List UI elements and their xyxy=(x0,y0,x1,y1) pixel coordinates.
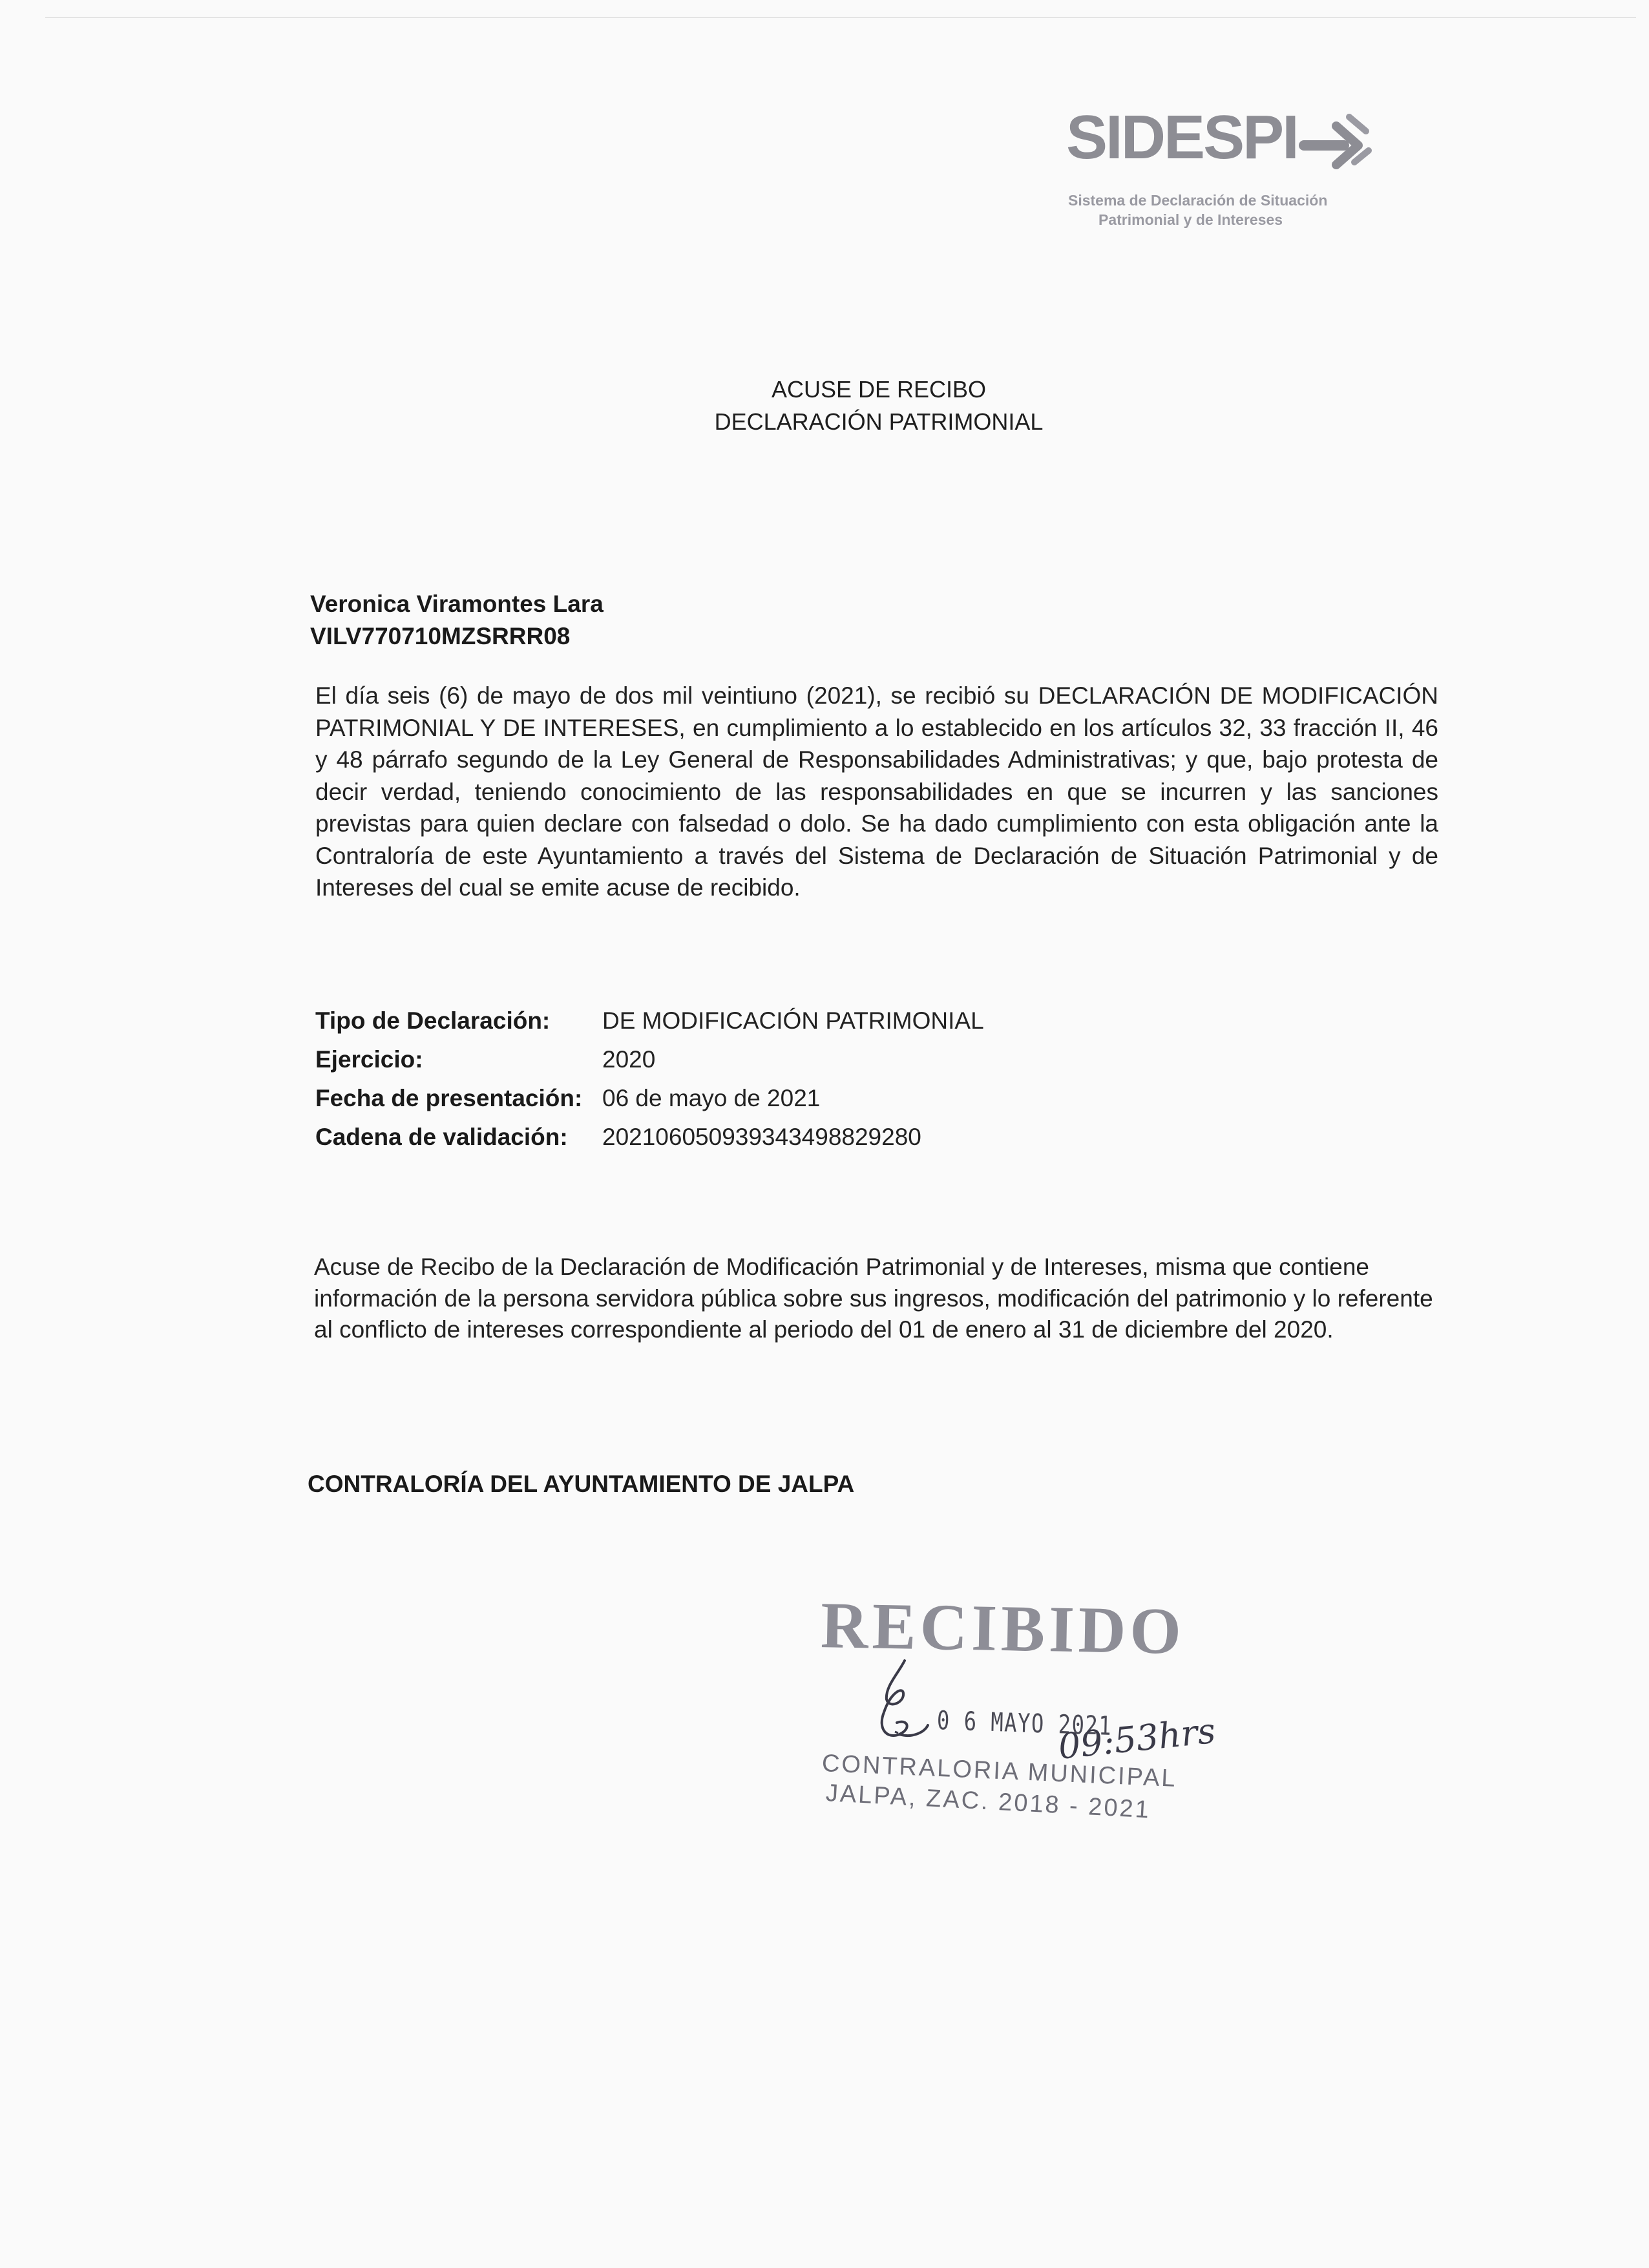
logo-tagline-1: Sistema de Declaración de Situación xyxy=(1068,192,1328,209)
closing-paragraph: Acuse de Recibo de la Declaración de Modificación Patrimonial y de Intereses, misma que contiene información de la persona servidora pública sobre sus ingresos, modificación del patrimonio y lo referente al conflicto de intereses correspondiente al periodo del 01 de enero al 31 de diciembre del 2020. xyxy=(314,1254,1433,1343)
detail-value: DE MODIFICACIÓN PATRIMONIAL xyxy=(602,1007,984,1034)
detail-value: 20210605093934349882928​0 xyxy=(602,1124,921,1150)
handwritten-time: 09:53hrs xyxy=(1056,1710,1217,1767)
declarant-rfc: VILV770710MZSRRR08 xyxy=(310,623,571,649)
detail-value: 06 de mayo de 2021 xyxy=(602,1085,821,1111)
stamp-received-word: RECIBIDO xyxy=(820,1589,1186,1668)
page-top-rule xyxy=(45,17,1636,18)
detail-row-fecha xyxy=(315,1079,984,1118)
detail-value: 2020 xyxy=(602,1046,656,1073)
detail-row-tipo xyxy=(315,1002,984,1040)
received-stamp xyxy=(814,1589,1266,1829)
declarant-block xyxy=(310,588,604,653)
detail-label: Tipo de Declaración: xyxy=(315,1007,551,1034)
detail-row-cadena xyxy=(315,1118,984,1157)
logo-wordmark: SIDESPI xyxy=(1066,103,1297,172)
sidespi-logo xyxy=(1066,103,1389,242)
title-line-2: DECLARACIÓN PATRIMONIAL xyxy=(714,408,1044,435)
issuing-office: CONTRALORÍA DEL AYUNTAMIENTO DE JALPA xyxy=(308,1471,855,1497)
stamp-city-line: JALPA, ZAC. 2018 - 2021 xyxy=(824,1780,1151,1824)
declaration-details xyxy=(315,1002,984,1157)
stamp-office-line: CONTRALORIA MUNICIPAL xyxy=(821,1750,1178,1792)
logo-tagline-2: Patrimonial y de Intereses xyxy=(1098,211,1283,228)
declarant-name: Veronica Viramontes Lara xyxy=(310,591,604,617)
stamp-date: 0 6 MAYO 2021 xyxy=(936,1706,1113,1741)
handwritten-signature-and-time xyxy=(814,1596,1266,1829)
receipt-paragraph: El día seis (6) de mayo de dos mil veintiuno (2021), se recibió su DECLARACIÓN DE MODIFICACIÓN PATRIMONIAL Y DE INTERESES, en cumplimiento a lo establecido en los artículos 32, 33 fracción II, 46 y 48 párrafo segundo de la Ley General de Responsabilidades Administrativas; y que, bajo protesta de decir verdad, teniendo conocimiento de las responsabilidades en que se incurren y las sanciones previstas para quien declare con falsedad o dolo. Se ha dado cumplimiento con esta obligación ante la Contraloría de este Ayuntamiento a través del Sistema de Declaración de Situación Patrimonial y de Intereses del cual se emite acuse de recibido. xyxy=(315,682,1438,901)
detail-label: Cadena de validación: xyxy=(315,1124,568,1150)
detail-row-ejercicio xyxy=(315,1040,984,1079)
detail-label: Ejercicio: xyxy=(315,1046,423,1073)
detail-label: Fecha de presentación: xyxy=(315,1085,583,1111)
document-title xyxy=(0,373,1649,438)
title-line-1: ACUSE DE RECIBO xyxy=(771,376,987,403)
logo-arrow-icon xyxy=(1299,108,1376,179)
